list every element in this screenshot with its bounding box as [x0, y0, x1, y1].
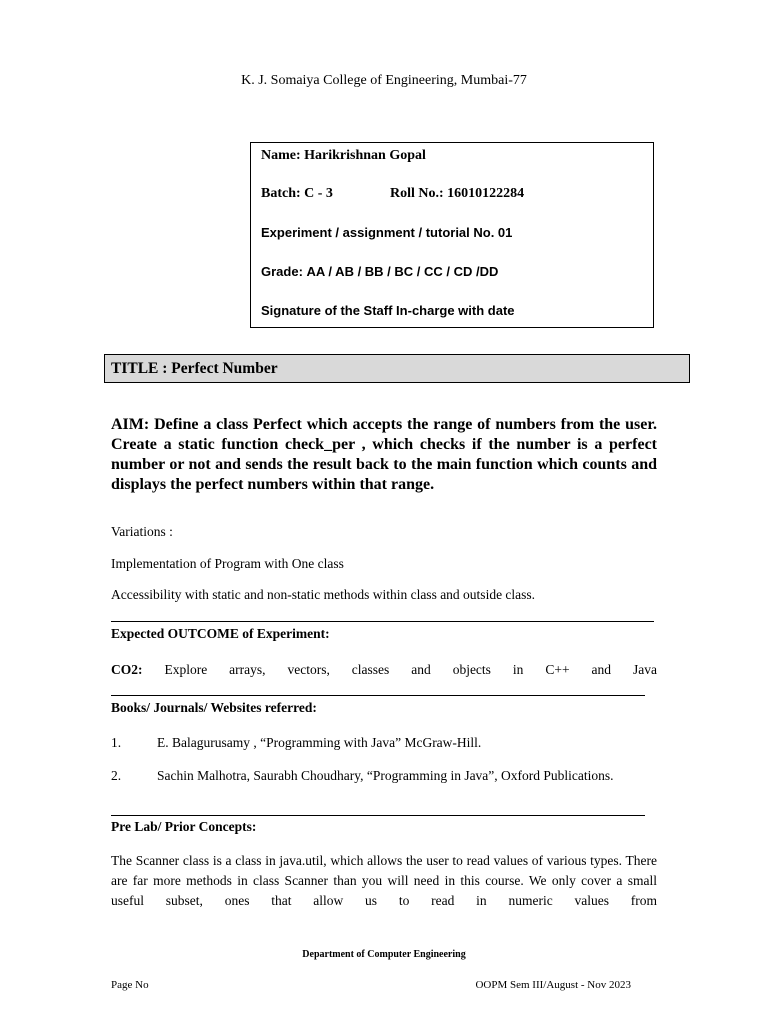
aim-text: Define a class Perfect which accepts the range of numbers from the user. Create a static function check_per , which checks if the number is a perfect number or not and sends the result back to the main function which counts and displays the perfect numbers within that range.	[111, 416, 657, 493]
student-batch: Batch: C - 3	[261, 186, 333, 201]
aim-paragraph	[111, 415, 657, 495]
footer-course-info: OOPM Sem III/August - Nov 2023	[475, 979, 631, 991]
variation-item: Accessibility with static and non-static methods within class and outside class.	[111, 587, 536, 602]
section-divider	[111, 815, 645, 816]
references-heading: Books/ Journals/ Websites referred:	[111, 700, 317, 715]
reference-item: Sachin Malhotra, Saurabh Choudhary, “Programming in Java”, Oxford Publications.	[157, 768, 614, 783]
grade-label: Grade:	[261, 264, 303, 279]
co2-outcome-line	[111, 662, 657, 678]
co2-word: classes	[351, 662, 390, 677]
co2-word: objects	[452, 662, 491, 677]
variation-item: Implementation of Program with One class	[111, 556, 344, 571]
co2-word: Java	[633, 662, 657, 677]
institution-header: K. J. Somaiya College of Engineering, Mumbai-77	[241, 73, 527, 88]
section-divider	[111, 695, 645, 696]
section-divider	[111, 621, 654, 622]
outcome-heading: Expected OUTCOME of Experiment:	[111, 626, 330, 641]
reference-item: E. Balagurusamy , “Programming with Java” McGraw-Hill.	[157, 735, 482, 750]
co2-word: in	[512, 662, 524, 677]
co2-label: CO2:	[111, 662, 143, 677]
experiment-number	[261, 225, 512, 240]
reference-item-2	[111, 768, 657, 784]
co2-word: arrays,	[229, 662, 266, 677]
student-info-box	[250, 142, 654, 328]
co2-word: and	[591, 662, 612, 677]
co2-word: Explore	[164, 662, 208, 677]
staff-signature-line	[261, 303, 515, 318]
signature-label: Signature of the Staff In-charge with date	[261, 303, 515, 318]
variations-heading: Variations :	[111, 524, 173, 539]
student-roll-no: Roll No.: 16010122284	[390, 186, 525, 201]
reference-number: 1.	[111, 735, 122, 750]
co2-word: vectors,	[287, 662, 330, 677]
footer-department: Department of Computer Engineering	[302, 949, 466, 960]
reference-number: 2.	[111, 768, 122, 783]
prelab-paragraph: The Scanner class is a class in java.util, which allows the user to read values of various types. There are far more methods in class Scanner than you will need in this course. We only cover a small useful subset, ones that allow us to read in numeric values from	[111, 853, 657, 908]
co2-word: C++	[545, 662, 570, 677]
aim-label: AIM:	[111, 416, 150, 433]
experiment-title: TITLE : Perfect Number	[104, 354, 690, 383]
co2-word: and	[411, 662, 431, 677]
footer-page-number: Page No	[111, 979, 149, 991]
experiment-label: Experiment / assignment / tutorial No. 01	[261, 225, 513, 240]
grade-values: AA / AB / BB / BC / CC / CD /DD	[306, 264, 499, 279]
student-name: Name: Harikrishnan Gopal	[261, 148, 426, 163]
grade-line	[261, 264, 498, 279]
prelab-heading: Pre Lab/ Prior Concepts:	[111, 819, 257, 834]
